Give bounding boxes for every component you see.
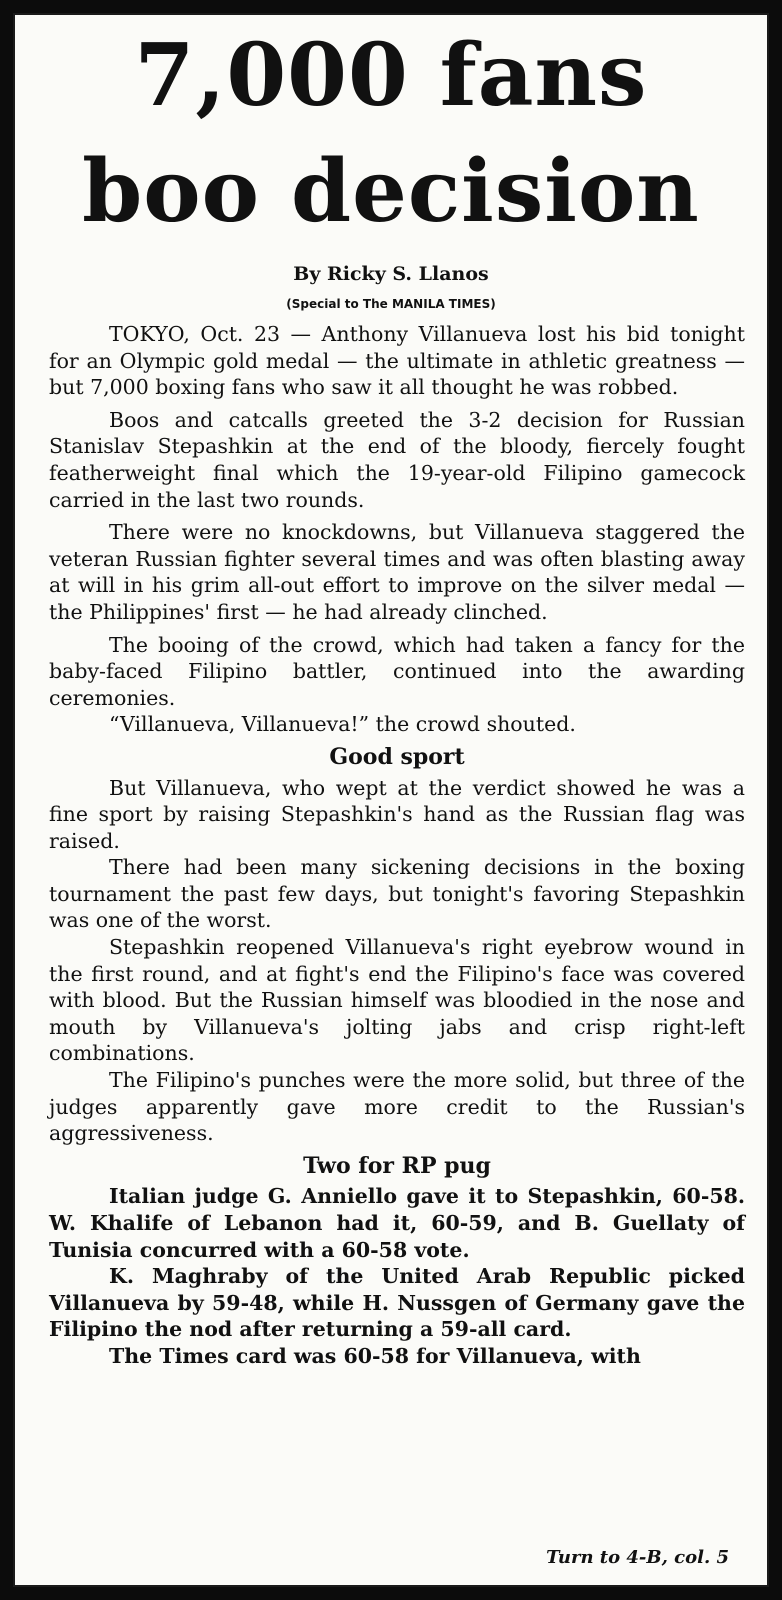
- headline-line-2: boo decision: [82, 141, 700, 242]
- paragraph: Stepashkin reopened Villanueva's right eyebrow wound in the first round, and at fight's end the Filipino's face was covered with blood. But the Russian himself was bloodied in the nose and mouth by Villanueva's jolting jabs and crisp right-left combinations.: [49, 935, 745, 1066]
- paragraph: K. Maghraby of the United Arab Republic picked Villanueva by 59-48, while H. Nussgen of Germany gave the Filipino the nod after returning a 59-all card.: [49, 1264, 745, 1342]
- paragraph: TOKYO, Oct. 23 — Anthony Villanueva lost his bid tonight for an Olympic gold medal — the ultimate in athletic greatness — but 7,000 boxing fans who saw it all thought he was robbed.: [49, 322, 745, 400]
- paragraph: The Times card was 60-58 for Villanueva, with: [109, 1343, 641, 1368]
- paragraph: There had been many sickening decisions in the boxing tournament the past few days, but tonight's favoring Stepashkin was one of the worst.: [49, 855, 745, 933]
- paragraph: Boos and catcalls greeted the 3-2 decision for Russian Stanislav Stepashkin at the end of the bloody, fiercely fought featherweight final which the 19-year-old Filipino gamecock carried in the last two rounds.: [49, 407, 745, 512]
- paragraph: The booing of the crowd, which had taken a fancy for the baby-faced Filipino battler, continued into the awarding ceremonies.: [49, 632, 745, 710]
- headline-line-1: 7,000 fans: [134, 25, 648, 126]
- byline: By Ricky S. Llanos: [293, 263, 489, 285]
- paragraph: Italian judge G. Anniello gave it to Stepashkin, 60-58. W. Khalife of Lebanon had it, 60-59, and B. Guellaty of Tunisia concurred with a 60-58 vote.: [49, 1184, 745, 1262]
- paragraph: “Villanueva, Villanueva!” the crowd shouted.: [109, 712, 576, 737]
- continuation-line: Turn to 4-B, col. 5: [546, 1547, 729, 1568]
- subhead-good-sport: Good sport: [329, 743, 465, 770]
- newspaper-clipping: [13, 13, 769, 1587]
- paragraph: The Filipino's punches were the more solid, but three of the judges apparently gave more credit to the Russian's aggressiveness.: [49, 1068, 745, 1146]
- article-body: [49, 321, 745, 1370]
- subhead-two-for-rp-pug: Two for RP pug: [303, 1152, 491, 1179]
- credit-line: (Special to The MANILA TIMES): [286, 297, 496, 311]
- paragraph: There were no knockdowns, but Villanueva staggered the veteran Russian fighter several times and was often blasting away at will in his grim all-out effort to improve on the silver medal — the Philippines' first — he had already clinched.: [49, 520, 745, 624]
- paragraph: But Villanueva, who wept at the verdict showed he was a fine sport by raising Stepashkin's hand as the Russian flag was raised.: [49, 775, 745, 853]
